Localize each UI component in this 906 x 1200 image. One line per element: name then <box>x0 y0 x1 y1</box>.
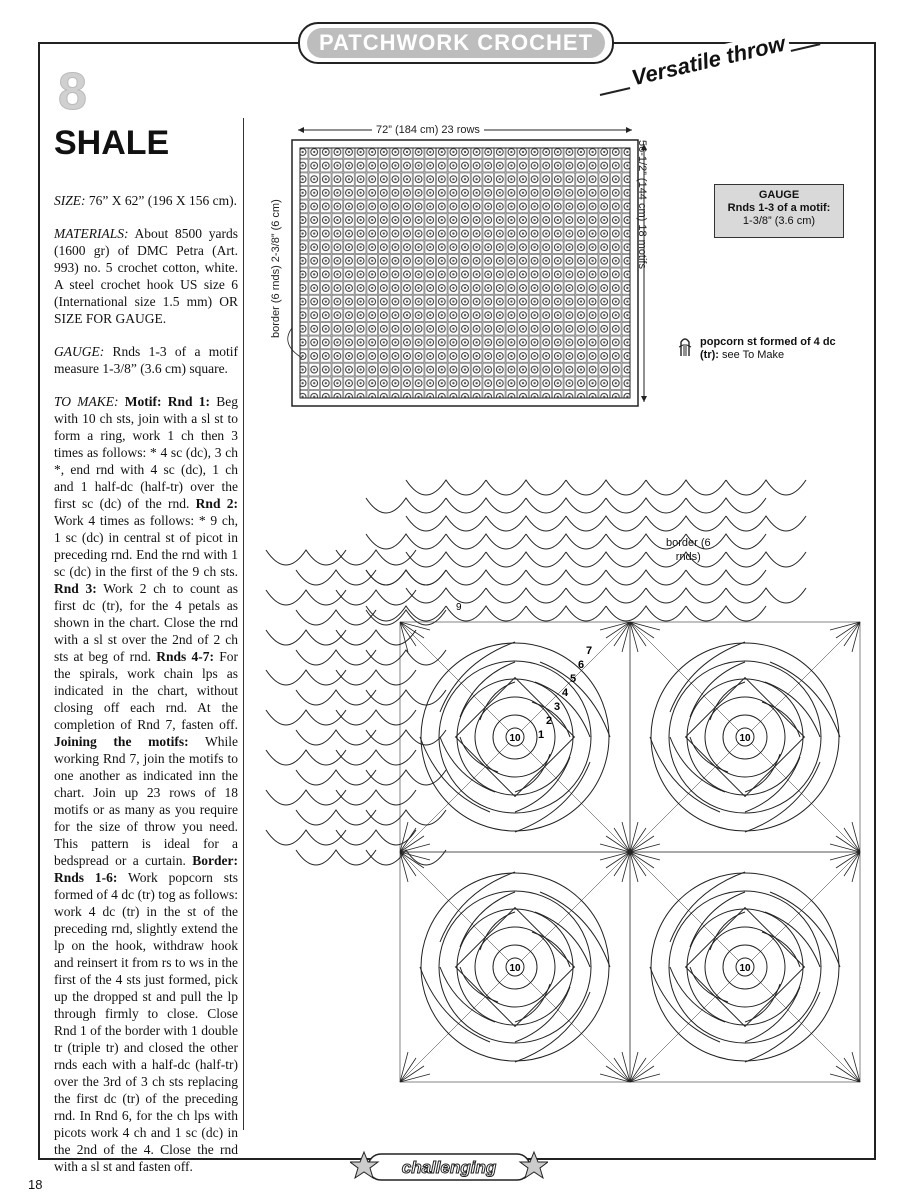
lace-loop <box>726 552 806 567</box>
lace-loop <box>366 498 446 513</box>
round-number-5: 5 <box>570 673 577 685</box>
size-text: 76” X 62” (196 X 156 cm). <box>85 193 237 208</box>
lace-loop <box>646 516 726 531</box>
lace-loop <box>686 606 766 621</box>
series-banner <box>298 22 614 64</box>
lace-loop <box>266 750 346 765</box>
joining-label: Joining the motifs: <box>54 734 189 749</box>
column-divider <box>243 118 244 1130</box>
lace-loop <box>686 570 766 585</box>
lace-loop <box>296 690 376 705</box>
round-number-2: 2 <box>546 715 553 727</box>
size-paragraph <box>54 192 238 209</box>
ring-stitch-count: 10 <box>509 963 521 974</box>
lace-loop <box>646 480 726 495</box>
lace-loop <box>566 552 646 567</box>
rnd2-text: Work 4 times as follows: * 9 ch, 1 sc (dc) in central st of picot in preceding rnd. End the rnd with 1 sc (dc) in the first of the 9 ch sts. <box>54 513 238 579</box>
joining-text: While working Rnd 7, join the motifs to one another as indicated inn the chart. Join up 23 rows of 18 motifs or as many as you require for the size of throw you need. This pattern is ideal for a bedspread or a curtain. <box>54 734 239 868</box>
popcorn-stitch-icon <box>678 336 692 358</box>
gauge-box <box>714 184 844 238</box>
schematic-border-label: border (6 rnds) 2-3/8” (6 cm) <box>270 199 282 338</box>
page-number: 18 <box>28 1177 43 1192</box>
gauge-paragraph <box>54 343 238 377</box>
lace-loop <box>726 588 806 603</box>
lace-loop <box>646 588 726 603</box>
lace-loop <box>366 770 446 785</box>
lace-loop <box>296 610 376 625</box>
lace-loop <box>336 670 416 685</box>
border-note-line1: border (6 <box>666 537 711 549</box>
round-number-6: 6 <box>578 659 585 671</box>
rnd47-text: For the spirals, work chain lps as indicated in the chart, without closing off each rnd. At the completion of Rnd 7, fasten off. <box>54 649 238 732</box>
lace-loop <box>366 690 446 705</box>
materials-label: MATERIALS: <box>54 226 129 241</box>
lace-loop <box>606 606 686 621</box>
lace-loop <box>336 750 416 765</box>
lace-loop <box>406 480 486 495</box>
chain-loop-label: 9 <box>456 602 462 613</box>
lace-loop <box>296 730 376 745</box>
pattern-title: SHALE <box>54 124 170 162</box>
lace-loop <box>296 810 376 825</box>
schematic-width-label: 72” (184 cm) 23 rows <box>372 124 484 136</box>
rnd1-text: Beg with 10 ch sts, join with a sl st to form a ring, work 1 ch then 3 times as follows: * 4 sc (dc), 3 ch *, end rnd with 4 sc (dc), 1 ch and 1 half-dc (half-tr) over the first sc (dc) of the rnd. <box>54 394 238 511</box>
series-title: PATCHWORK CROCHET <box>307 28 605 58</box>
round-number-4: 4 <box>562 687 569 699</box>
lace-loop <box>446 498 526 513</box>
border-note-line2: rnds) <box>675 551 701 563</box>
lace-loop <box>606 498 686 513</box>
lace-loop <box>606 570 686 585</box>
lace-loop <box>266 550 346 565</box>
lace-loop <box>266 830 346 845</box>
legend-bold-text: popcorn st formed of 4 dc <box>700 336 836 348</box>
gauge-label: GAUGE: <box>54 344 105 359</box>
gauge-box-line2: 1-3/8” (3.6 cm) <box>742 215 816 227</box>
pattern-number: 8 <box>58 63 87 121</box>
round-number-7: 7 <box>586 645 593 657</box>
lace-loop <box>366 810 446 825</box>
instructions-column <box>54 192 238 1191</box>
rnd3-label: Rnd 3: <box>54 581 97 596</box>
difficulty-label: challenging <box>401 1158 497 1177</box>
round-number-3: 3 <box>554 701 561 713</box>
lace-loop <box>646 552 726 567</box>
lace-loop <box>526 498 606 513</box>
subtitle: Versatile throw <box>625 30 792 92</box>
lace-loop <box>366 730 446 745</box>
lace-loop <box>726 516 806 531</box>
lace-loop <box>726 480 806 495</box>
lace-loop <box>336 550 416 565</box>
gauge-text: Rnds 1-3 of a motif measure 1-3/8” (3.6 cm) square. <box>54 344 238 376</box>
lace-loop <box>366 650 446 665</box>
lace-loop <box>446 534 526 549</box>
gauge-box-title: GAUGE <box>758 189 800 201</box>
border-label: Border: Rnds 1-6: <box>54 853 238 885</box>
lace-loop <box>486 480 566 495</box>
lace-loop <box>566 480 646 495</box>
border-text: Work popcorn sts formed of 4 dc (tr) tog as follows: work 4 dc (tr) in the st of the preceding rnd, slightly extend the lp on the hook, withdraw hook and reinsert it from rs to ws in the first of the 4 sts just formed, pick up the dropped st and pull the lp through firmly to close. Close Rnd 1 of the border with 1 double tr (triple tr) and closed the other rnds each with a half-dc (half-tr) over the 3rd of 3 ch sts replacing the first dc (tr) of the preceding rnd. In Rnd 6, for the ch lps with picots work 4 ch and 1 sc (dc) in the 2nd of the 4. Close the rnd with a sl st and fasten off. <box>54 870 238 1174</box>
lace-loop <box>266 630 346 645</box>
lace-loop <box>366 606 446 621</box>
rnd2-label: Rnd 2: <box>189 496 238 511</box>
size-label: SIZE: <box>54 193 86 208</box>
lace-loop <box>486 588 566 603</box>
rnd47-label: Rnds 4-7: <box>151 649 215 664</box>
difficulty-badge <box>350 1150 548 1184</box>
legend-rest-text: see To Make <box>718 349 785 361</box>
ring-stitch-count: 10 <box>739 963 751 974</box>
motif-label: Motif: Rnd 1: <box>118 394 210 409</box>
lace-loop <box>296 770 376 785</box>
lace-loop <box>366 610 446 625</box>
gauge-box-line1: Rnds 1-3 of a motif: <box>727 202 831 214</box>
lace-loop <box>266 790 346 805</box>
stitch-legend <box>680 336 836 362</box>
lace-loop <box>266 590 346 605</box>
lace-loop <box>406 552 486 567</box>
lace-loop <box>296 850 376 865</box>
lace-loop <box>336 790 416 805</box>
lace-loop <box>566 516 646 531</box>
round-number-1: 1 <box>538 729 545 741</box>
lace-loop <box>686 534 766 549</box>
lace-loop <box>366 534 446 549</box>
lace-loop <box>266 670 346 685</box>
lace-loop <box>406 588 486 603</box>
lace-loop <box>486 516 566 531</box>
rnd3-text: Work 2 ch to count as first dc (tr), for the 4 petals as shown in the chart. Close the rnd with a sl st over the 2nd of 2 ch sts at beg of rnd. <box>54 581 238 664</box>
legend-bold-text2: (tr): <box>700 349 719 361</box>
crochet-chart <box>256 470 866 1110</box>
to-make-paragraph <box>54 393 238 1175</box>
ring-stitch-count: 10 <box>739 733 751 744</box>
lace-loop <box>366 570 446 585</box>
ring-stitch-count: 10 <box>509 733 521 744</box>
throw-schematic <box>262 118 662 414</box>
materials-paragraph <box>54 225 238 327</box>
lace-loop <box>526 534 606 549</box>
to-make-label: TO MAKE: <box>54 394 119 409</box>
lace-loop <box>296 570 376 585</box>
lace-loop <box>526 606 606 621</box>
lace-loop <box>406 516 486 531</box>
schematic-height-label: 56-1/2” (144 cm) 18 motifs <box>636 140 648 269</box>
materials-text: About 8500 yards (1600 gr) of DMC Petra (Art. 993) no. 5 crochet cotton, white. A steel crochet hook US size 6 (International size 1.5 mm) OR SIZE FOR GAUGE. <box>54 226 238 326</box>
lace-loop <box>566 588 646 603</box>
lace-loop <box>446 570 526 585</box>
lace-loop <box>686 498 766 513</box>
lace-loop <box>526 570 606 585</box>
lace-loop <box>336 710 416 725</box>
lace-loop <box>486 552 566 567</box>
lace-loop <box>296 650 376 665</box>
lace-loop <box>606 534 686 549</box>
lace-loop <box>266 710 346 725</box>
lace-loop <box>336 590 416 605</box>
